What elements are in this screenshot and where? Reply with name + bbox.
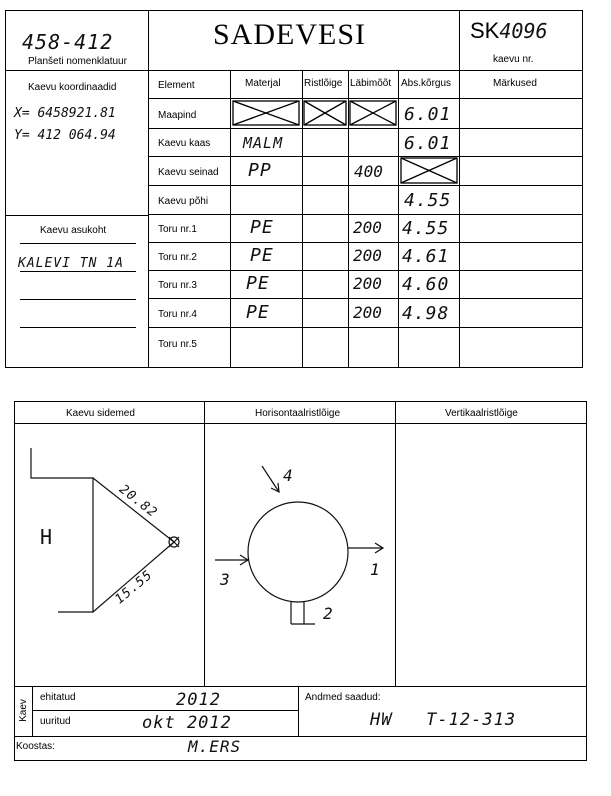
coordinates-label: Kaevu koordinaadid — [28, 82, 117, 93]
compiled-value: M.ERS — [188, 737, 242, 756]
row-diameter: 200 — [353, 274, 382, 293]
col-header-diameter: Läbimõõt — [350, 78, 392, 89]
col-header-notes: Märkused — [493, 78, 537, 89]
footer-side-label: Kaev — [17, 699, 29, 722]
row-diameter: 200 — [353, 218, 382, 237]
row-material: PE — [250, 245, 274, 266]
well-number-label: kaevu nr. — [493, 54, 534, 65]
row-element: Toru nr.1 — [158, 224, 197, 235]
row-element: Kaevu seinad — [158, 167, 219, 178]
row-element: Toru nr.2 — [158, 252, 197, 263]
col-header-element: Element — [158, 80, 195, 91]
surveyed-label: uuritud — [40, 716, 71, 727]
built-label: ehitatud — [40, 692, 76, 703]
data-from-label: Andmed saadud: — [305, 692, 381, 703]
pipe-label-1: 1 — [370, 560, 381, 579]
col-title-vertical: Vertikaalristlõige — [445, 408, 518, 419]
col-title-horizontal: Horisontaalristlõige — [255, 408, 341, 419]
well-number-value: 4096 — [499, 19, 548, 43]
col-header-section: Ristlõige — [304, 78, 343, 89]
col-title-links: Kaevu sidemed — [66, 408, 135, 419]
sketch-dist-bottom: 15.55 — [112, 567, 156, 608]
built-value: 2012 — [176, 690, 221, 710]
row-material: PP — [248, 160, 272, 181]
row-diameter: 400 — [354, 162, 383, 181]
col-header-material: Materjal — [245, 78, 281, 89]
sketch-label-h: H — [40, 525, 54, 549]
row-elevation: 4.61 — [402, 246, 450, 267]
row-element: Toru nr.4 — [158, 309, 197, 320]
row-element: Kaevu kaas — [158, 138, 211, 149]
sheet-nomenclature-label: Planšeti nomenklatuur — [28, 56, 127, 67]
row-material: PE — [250, 217, 274, 238]
pipe-label-3: 3 — [220, 570, 231, 589]
location-label: Kaevu asukoht — [40, 225, 107, 236]
sketch-dist-top: 20.82 — [116, 482, 161, 521]
row-elevation: 4.55 — [402, 218, 450, 239]
row-material: MALM — [243, 134, 284, 152]
row-material: PE — [246, 273, 270, 294]
row-elevation: 6.01 — [404, 133, 452, 154]
coordinate-y: Y= 412 064.94 — [14, 128, 116, 143]
coordinate-x: X= 6458921.81 — [14, 106, 116, 121]
col-header-elevation: Abs.kõrgus — [401, 78, 452, 89]
row-element: Kaevu põhi — [158, 196, 209, 207]
well-number-prefix: SK — [470, 18, 500, 43]
compiled-label: Koostas: — [16, 741, 55, 752]
row-elevation: 4.60 — [402, 274, 450, 295]
data-from-value: HW T-12-313 — [370, 710, 517, 730]
row-elevation: 4.55 — [404, 190, 452, 211]
sheet-nomenclature-value: 458-412 — [22, 30, 114, 54]
row-element: Toru nr.5 — [158, 339, 197, 350]
surveyed-value: okt 2012 — [142, 713, 232, 733]
row-element: Maapind — [158, 110, 197, 121]
row-element: Toru nr.3 — [158, 280, 197, 291]
location-value: KALEVI TN 1A — [18, 256, 124, 271]
pipe-label-2: 2 — [323, 604, 334, 623]
row-elevation: 4.98 — [402, 303, 450, 324]
row-material: PE — [246, 302, 270, 323]
row-diameter: 200 — [353, 246, 382, 265]
row-diameter: 200 — [353, 303, 382, 322]
row-elevation: 6.01 — [404, 104, 452, 125]
page-title: SADEVESI — [213, 18, 367, 51]
pipe-label-4: 4 — [283, 466, 294, 485]
